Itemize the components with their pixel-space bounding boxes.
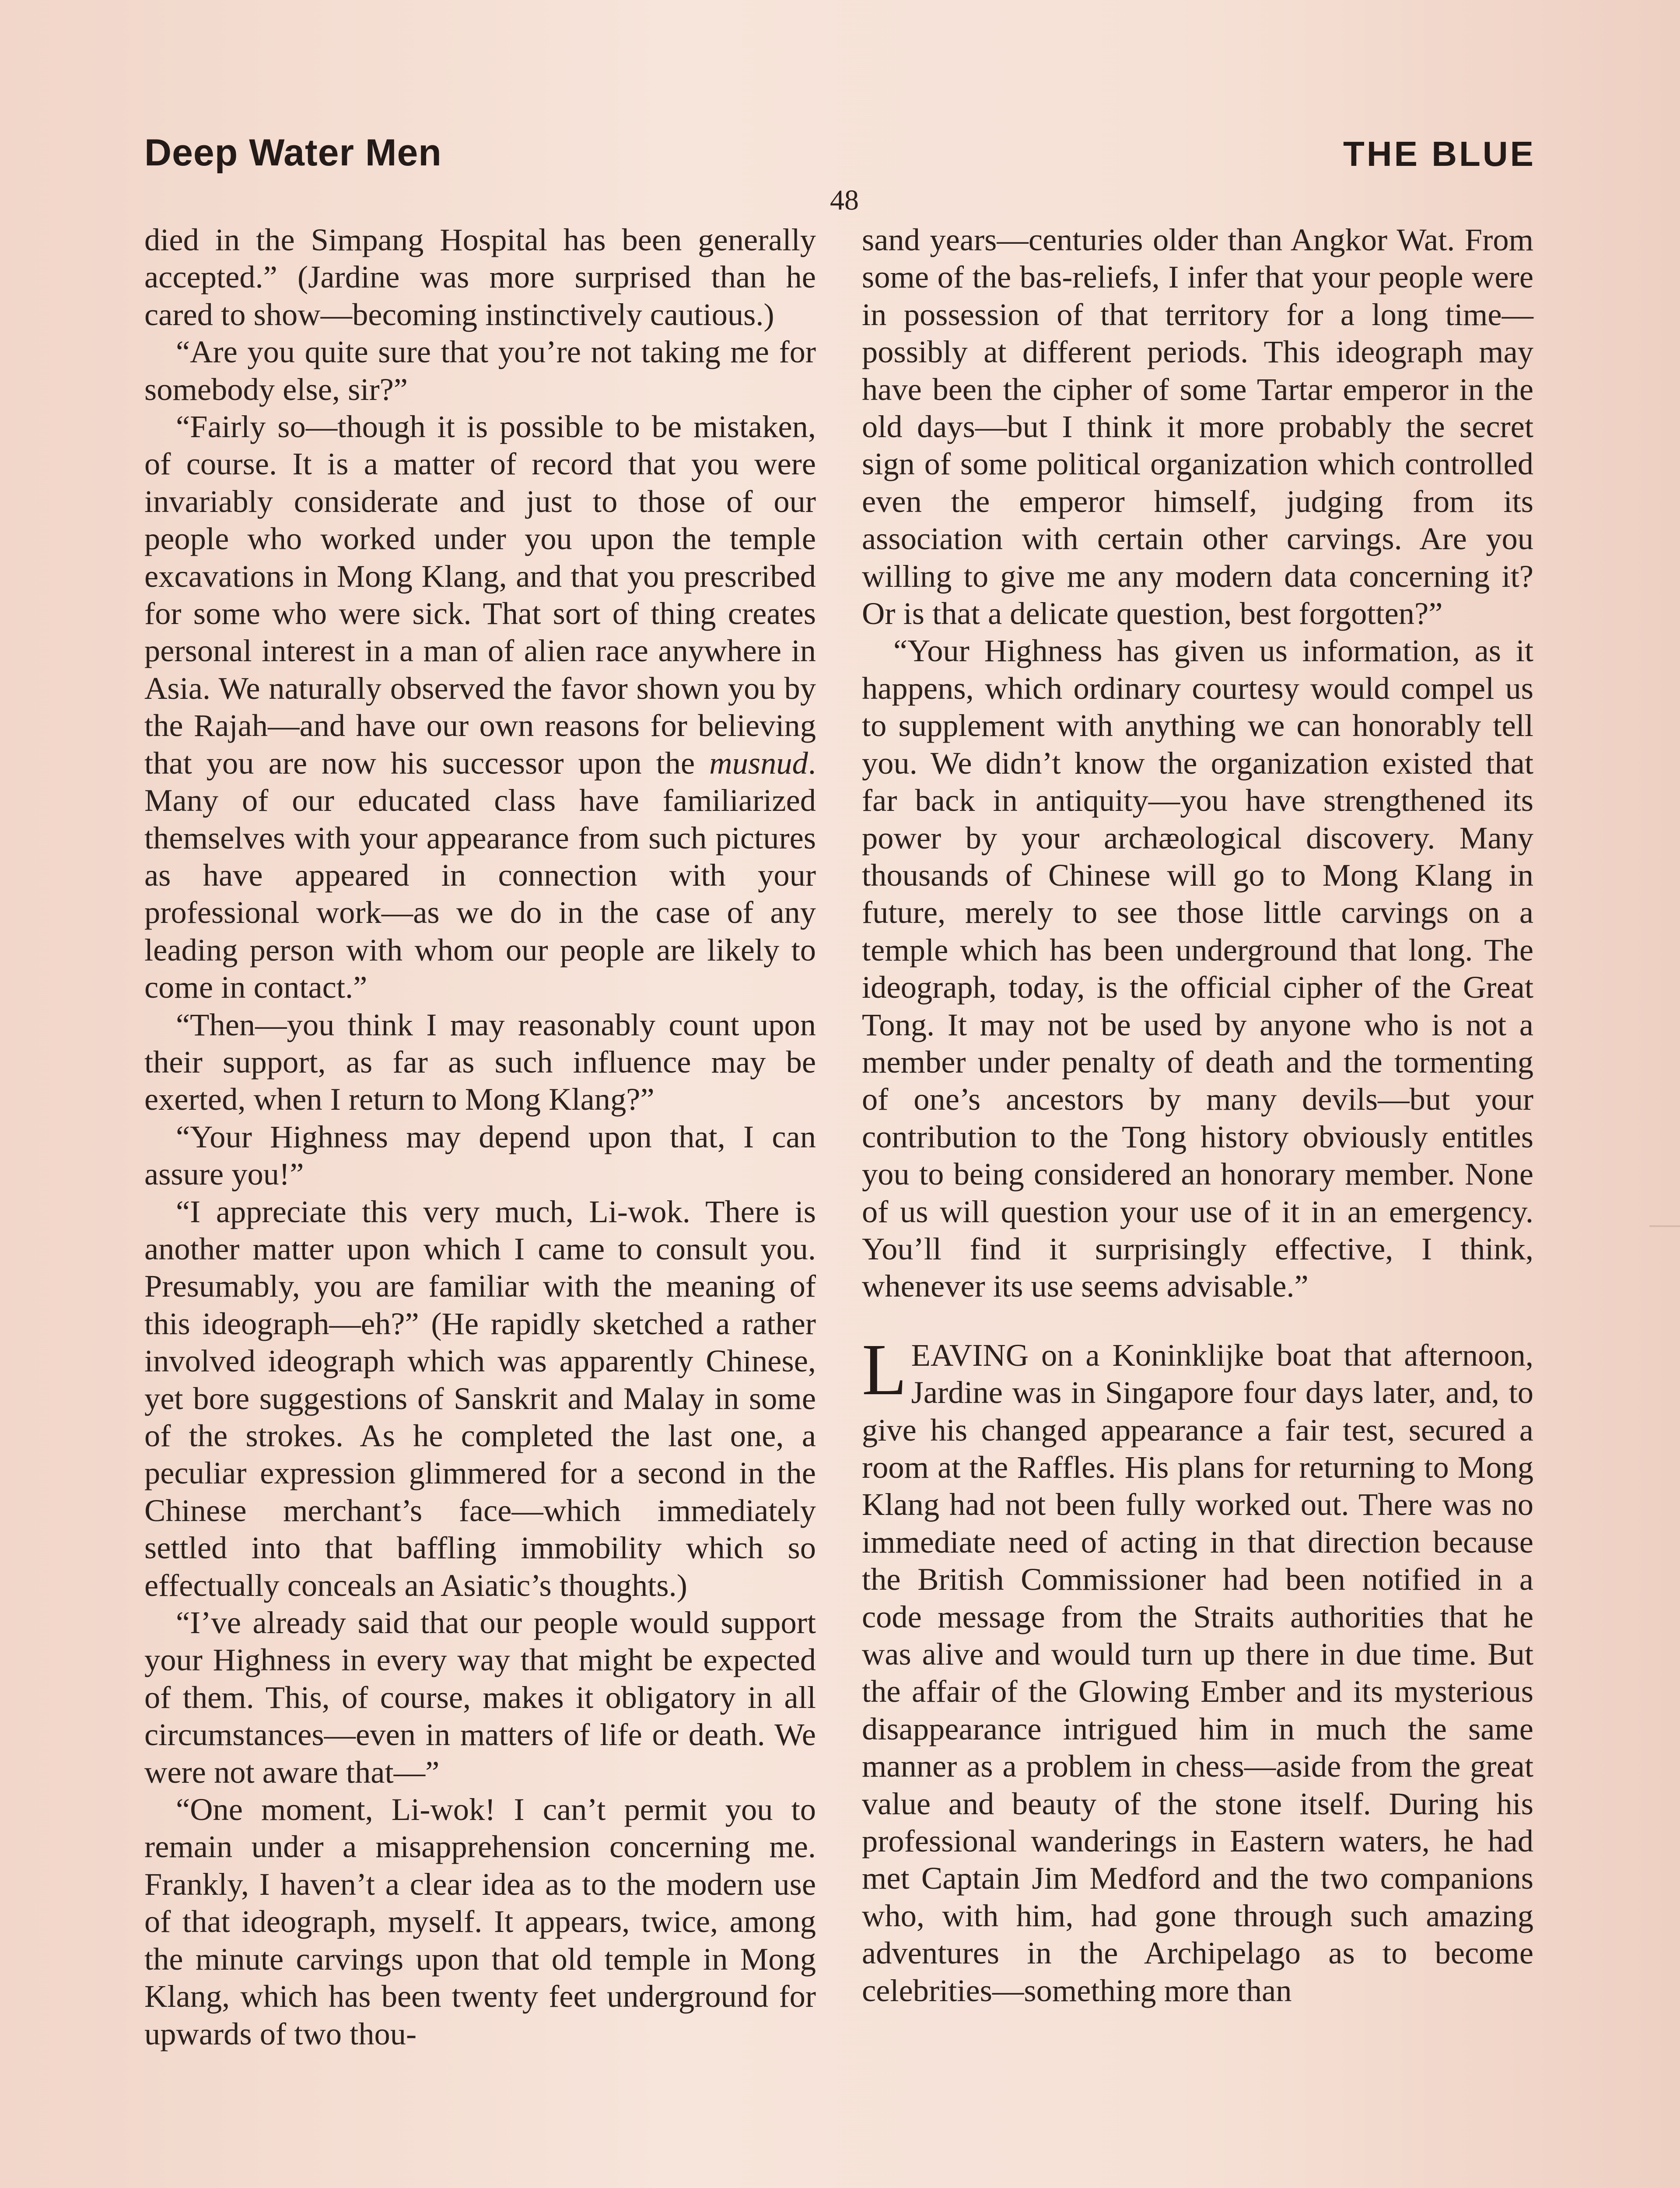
paragraph: “One moment, Li-wok! I can’t permit you to remain under a misapprehension concerning me. Frankly, I haven’t a clear idea as to the modern use of that ideograph, myself. It appears, twice, among the minute carvings upon that old temple in Mong Klang, which has been twenty feet underground for upwards of two thou-	[144, 1792, 816, 2051]
page-edge-mark	[1649, 1225, 1680, 1227]
drop-cap: L	[862, 1329, 907, 1410]
paragraph	[144, 408, 816, 1006]
section-lead-word: EAVING	[911, 1337, 1029, 1373]
paragraph: “Your Highness has given us information, as it happens, which ordinary courtesy would compel us to supplement with anything we can honorably tell you. We didn’t know the organization existed that far back in antiquity—you have strengthened its power by your archæological discovery. Many thousands of Chinese will go to Mong Klang in future, merely to see those little carvings on a temple which has been underground that long. The ideograph, today, is the official cipher of the Great Tong. It may not be used by anyone who is not a member under penalty of death and the tormenting of one’s ancestors by many devils—but your contribution to the Tong history obviously entitles you to being considered an honorary member. None of us will question your use of it in an emergency. You’ll find it surprisingly effective, I think, whenever its use seems advisable.”	[862, 633, 1533, 1304]
italic-term: musnud	[709, 745, 808, 781]
paragraph: sand years—centuries older than Angkor Wat. From some of the bas-reliefs, I infer that your people were in possession of that territory for a long time—possibly at different periods. This ideograph may have been the cipher of some Tartar emperor in the old days—but I think it more probably the secret sign of some political organization which controlled even the emperor himself, judging from its association with certain other carvings. Are you willing to give me any modern data concerning it? Or is that a delicate question, best forgotten?”	[862, 222, 1533, 631]
right-text-column	[862, 221, 1533, 2009]
paragraph: died in the Simpang Hospital has been generally accepted.” (Jardine was more surprised than he cared to show—becoming instinctively cautious.)	[144, 222, 816, 332]
running-header-magazine-title: THE BLUE	[1343, 134, 1536, 173]
page-number: 48	[830, 184, 859, 216]
paragraph: “Then—you think I may reasonably count upon their support, as far as such influence may be exerted, when I return to Mong Klang?”	[144, 1006, 816, 1117]
running-header-story-title: Deep Water Men	[144, 132, 442, 174]
section-opening-paragraph	[862, 1329, 1533, 2009]
paragraph: “Your Highness may depend upon that, I can assure you!”	[144, 1119, 816, 1192]
paragraph: “Are you quite sure that you’re not taking me for somebody else, sir?”	[144, 334, 816, 407]
left-text-column	[144, 221, 816, 2052]
paragraph: “I’ve already said that our people would support your Highness in every way that might be expected of them. This, of course, makes it obligatory in all circumstances—even in matters of life or death. We were not aware that—”	[144, 1605, 816, 1790]
paragraph: “I appreciate this very much, Li-wok. There is another matter upon which I came to consult you. Presumably, you are familiar with the meaning of this ideograph—eh?” (He rapidly sketched a rather involved ideograph which was apparently Chinese, yet bore suggestions of Sanskrit and Malay in some of the strokes. As he completed the last one, a peculiar expression glimmered for a second in the Chinese merchant’s face—which immediately settled into that baffling immobility which so effectually conceals an Asiatic’s thoughts.)	[144, 1193, 816, 1603]
paragraph-text: “Fairly so—though it is possible to be mistaken, of course. It is a matter of record that you were invariably considerate and just to those of our people who worked under you upon the temple excavations in Mong Klang, and that you prescribed for some who were sick. That sort of thing creates personal interest in a man of alien race anywhere in Asia. We naturally observed the favor shown you by the Rajah—and have our own reasons for believing that you are now his successor upon the musnud. Many of our educated class have familiarized themselves with your appearance from such pictures as have appeared in connection with your professional work—as we do in the case of any leading person with whom our people are likely to come in contact.”	[144, 409, 816, 1005]
section-text: on a Koninklijke boat that afternoon, Jardine was in Singapore four days later, and, to give his changed appearance a fair test, secured a room at the Raffles. His plans for returning to Mong Klang had not been fully worked out. There was no immediate need of acting in that direction because the British Commissioner had been notified in a code message from the Straits authorities that he was alive and would turn up there in due time. But the affair of the Glowing Ember and its mysterious disappearance intrigued him in much the same manner as a problem in chess—aside from the great value and beauty of the stone itself. During his professional wanderings in Eastern waters, he had met Captain Jim Medford and the two companions who, with him, had gone through such amazing adventures in the Archipelago as to become celebrities—something more than	[862, 1337, 1533, 2008]
